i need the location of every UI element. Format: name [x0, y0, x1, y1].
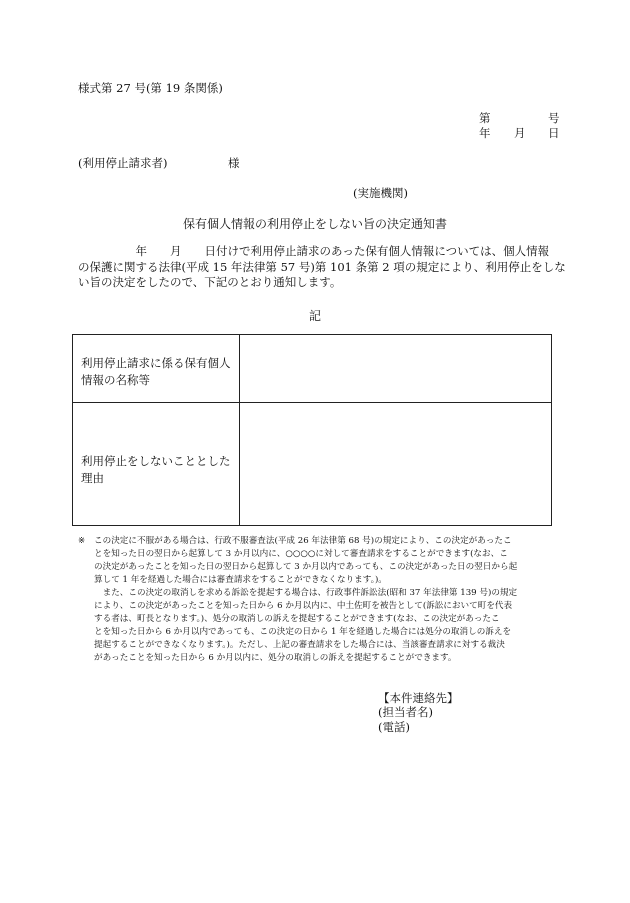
table-column-divider — [239, 335, 240, 525]
date-month: 月 — [514, 126, 526, 140]
note-line: する者は、町長となります。)、処分の取消しの訴えを提起することができます(なお、この決定があったこ — [94, 614, 500, 624]
contact-person-label: (担当者名) — [378, 705, 433, 719]
body-line: 年 月 日付けで利用停止請求のあった保有個人情報については、個人情報 — [78, 244, 550, 258]
addressee-honorific: 様 — [228, 156, 240, 170]
document-number-suffix: 号 — [548, 111, 560, 125]
ki-heading: 記 — [308, 309, 321, 323]
note-line: 算して 1 年を経過した場合には審査請求をすることができなくなります。)。 — [94, 575, 387, 585]
note-line: の決定があったことを知った日の翌日から起算して 3 か月以内であっても、この決定があった日の翌日から起 — [94, 562, 518, 572]
body-line: の保護に関する法律(平成 15 年法律第 57 号)第 101 条第 2 項の規定により、利用停止をしな — [78, 259, 566, 274]
note-line: とを知った日から 6 か月以内であっても、この決定の日から 1 年を経過した場合には処分の取消しの訴えを — [94, 627, 512, 637]
contact-phone-label: (電話) — [378, 720, 410, 734]
table-row-label-info-name: 利用停止請求に係る保有個人情報の名称等 — [81, 356, 231, 387]
document-title: 保有個人情報の利用停止をしない旨の決定通知書 — [182, 217, 447, 231]
table-row-label-reason: 利用停止をしないこととした理由 — [81, 454, 231, 485]
note-line: この決定に不服がある場合は、行政不服審査法(平成 26 年法律第 68 号)の規定により、この決定があったこ — [94, 536, 512, 546]
body-line: い旨の決定をしたので、下記のとおり通知します。 — [78, 275, 342, 289]
note-line: により、この決定があったことを知った日から 6 か月以内に、中土佐町を被告として(訴訟において町を代表 — [94, 601, 513, 611]
contact-title: 【本件連絡先】 — [378, 691, 459, 705]
notes-section — [78, 535, 564, 665]
date-year: 年 — [479, 126, 491, 140]
table-row-divider — [73, 402, 551, 403]
note-line: 提起することができなくなります。)。ただし、上記の審査請求をした場合には、当該審査請求に対する裁決 — [94, 640, 505, 650]
document-number-prefix: 第 — [479, 111, 491, 125]
addressee-label: (利用停止請求者) — [78, 156, 168, 170]
body-paragraph — [78, 244, 566, 291]
form-number: 様式第 27 号(第 19 条関係) — [78, 81, 223, 95]
note-line: とを知った日の翌日から起算して 3 か月以内に、○○○○に対して審査請求をすることができます(なお、こ — [94, 549, 508, 559]
date-day: 日 — [548, 126, 560, 140]
decision-table — [72, 334, 552, 526]
note-line: また、この決定の取消しを求める訴訟を提起する場合は、行政事件訴訟法(昭和 37 年法律第 139 号)の規定 — [94, 588, 518, 598]
note-asterisk-mark: ※ — [78, 536, 86, 546]
issuer-label: (実施機関) — [353, 186, 408, 200]
note-line: があったことを知った日から 6 か月以内に、処分の取消しの訴えを提起することができます。 — [94, 653, 457, 663]
